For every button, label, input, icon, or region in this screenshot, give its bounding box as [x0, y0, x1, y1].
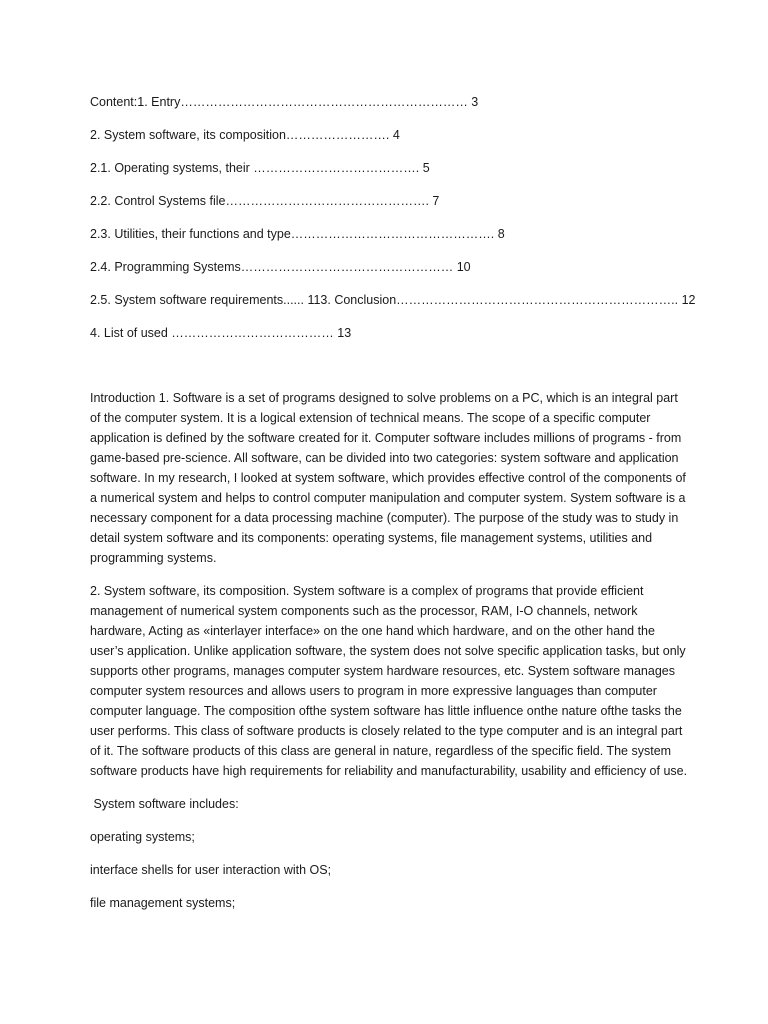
document-body	[90, 388, 690, 926]
intro-paragraph: Introduction 1. Software is a set of programs designed to solve problems on a PC, which is an integral part of the computer system. It is a logical extension of technical means. The scope of a specific computer application is defined by the software created for it. Computer software includes millions of programs - from game-based pre-science. All software, can be divided into two categories: system software and application software. In my research, I looked at system software, which provides effective control of the components of a numerical system and helps to control computer manipulation and computer system. System software is a necessary component for a data processing machine (computer). The purpose of the study was to study in detail system software and its components: operating systems, file management systems, utilities and programming systems.	[90, 391, 686, 565]
system-software-paragraph: 2. System software, its composition. System software is a complex of programs that provide efficient management of numerical system components such as the processor, RAM, I-O channels, network hardware, Acting as «interlayer interface» on the one hand which hardware, and on the other hand the user’s application. Unlike application software, the system does not solve specific application tasks, but only supports other programs, manages computer system hardware resources, etc. System software manages computer system resources and allows users to program in more expressive languages than computer computer language. The composition ofthe system software has little influence onthe nature ofthe tasks the user performs. This class of software products is closely related to the type computer and is an integral part of it. The software products of this class are general in nature, regardless of the specific field. The system software products have high requirements for reliability and manufacturability, usability and efficiency of use.	[90, 584, 688, 778]
list-item: interface shells for user interaction with OS;	[90, 863, 332, 877]
toc-entry: 2. System software, its composition……………………. 4	[90, 128, 400, 142]
toc-entry: 2.1. Operating systems, their …………………………………. 5	[90, 161, 430, 175]
table-of-contents	[90, 92, 696, 356]
list-heading: System software includes:	[90, 797, 239, 811]
list-item: operating systems;	[90, 830, 195, 844]
toc-entry: 2.2. Control Systems file…………………………………………. 7	[90, 194, 440, 208]
toc-entry: 4. List of used ………………………………… 13	[90, 326, 352, 340]
toc-entry: 2.5. System software requirements...... 113. Conclusion………………………………………………………….. 12	[90, 293, 696, 307]
toc-entry: 2.3. Utilities, their functions and type…………………………………………. 8	[90, 227, 505, 241]
list-item: file management systems;	[90, 896, 236, 910]
toc-entry: 2.4. Programming Systems…………………………………………… 10	[90, 260, 471, 274]
toc-entry: Content:1. Entry…………………………………………………………… 3	[90, 95, 479, 109]
